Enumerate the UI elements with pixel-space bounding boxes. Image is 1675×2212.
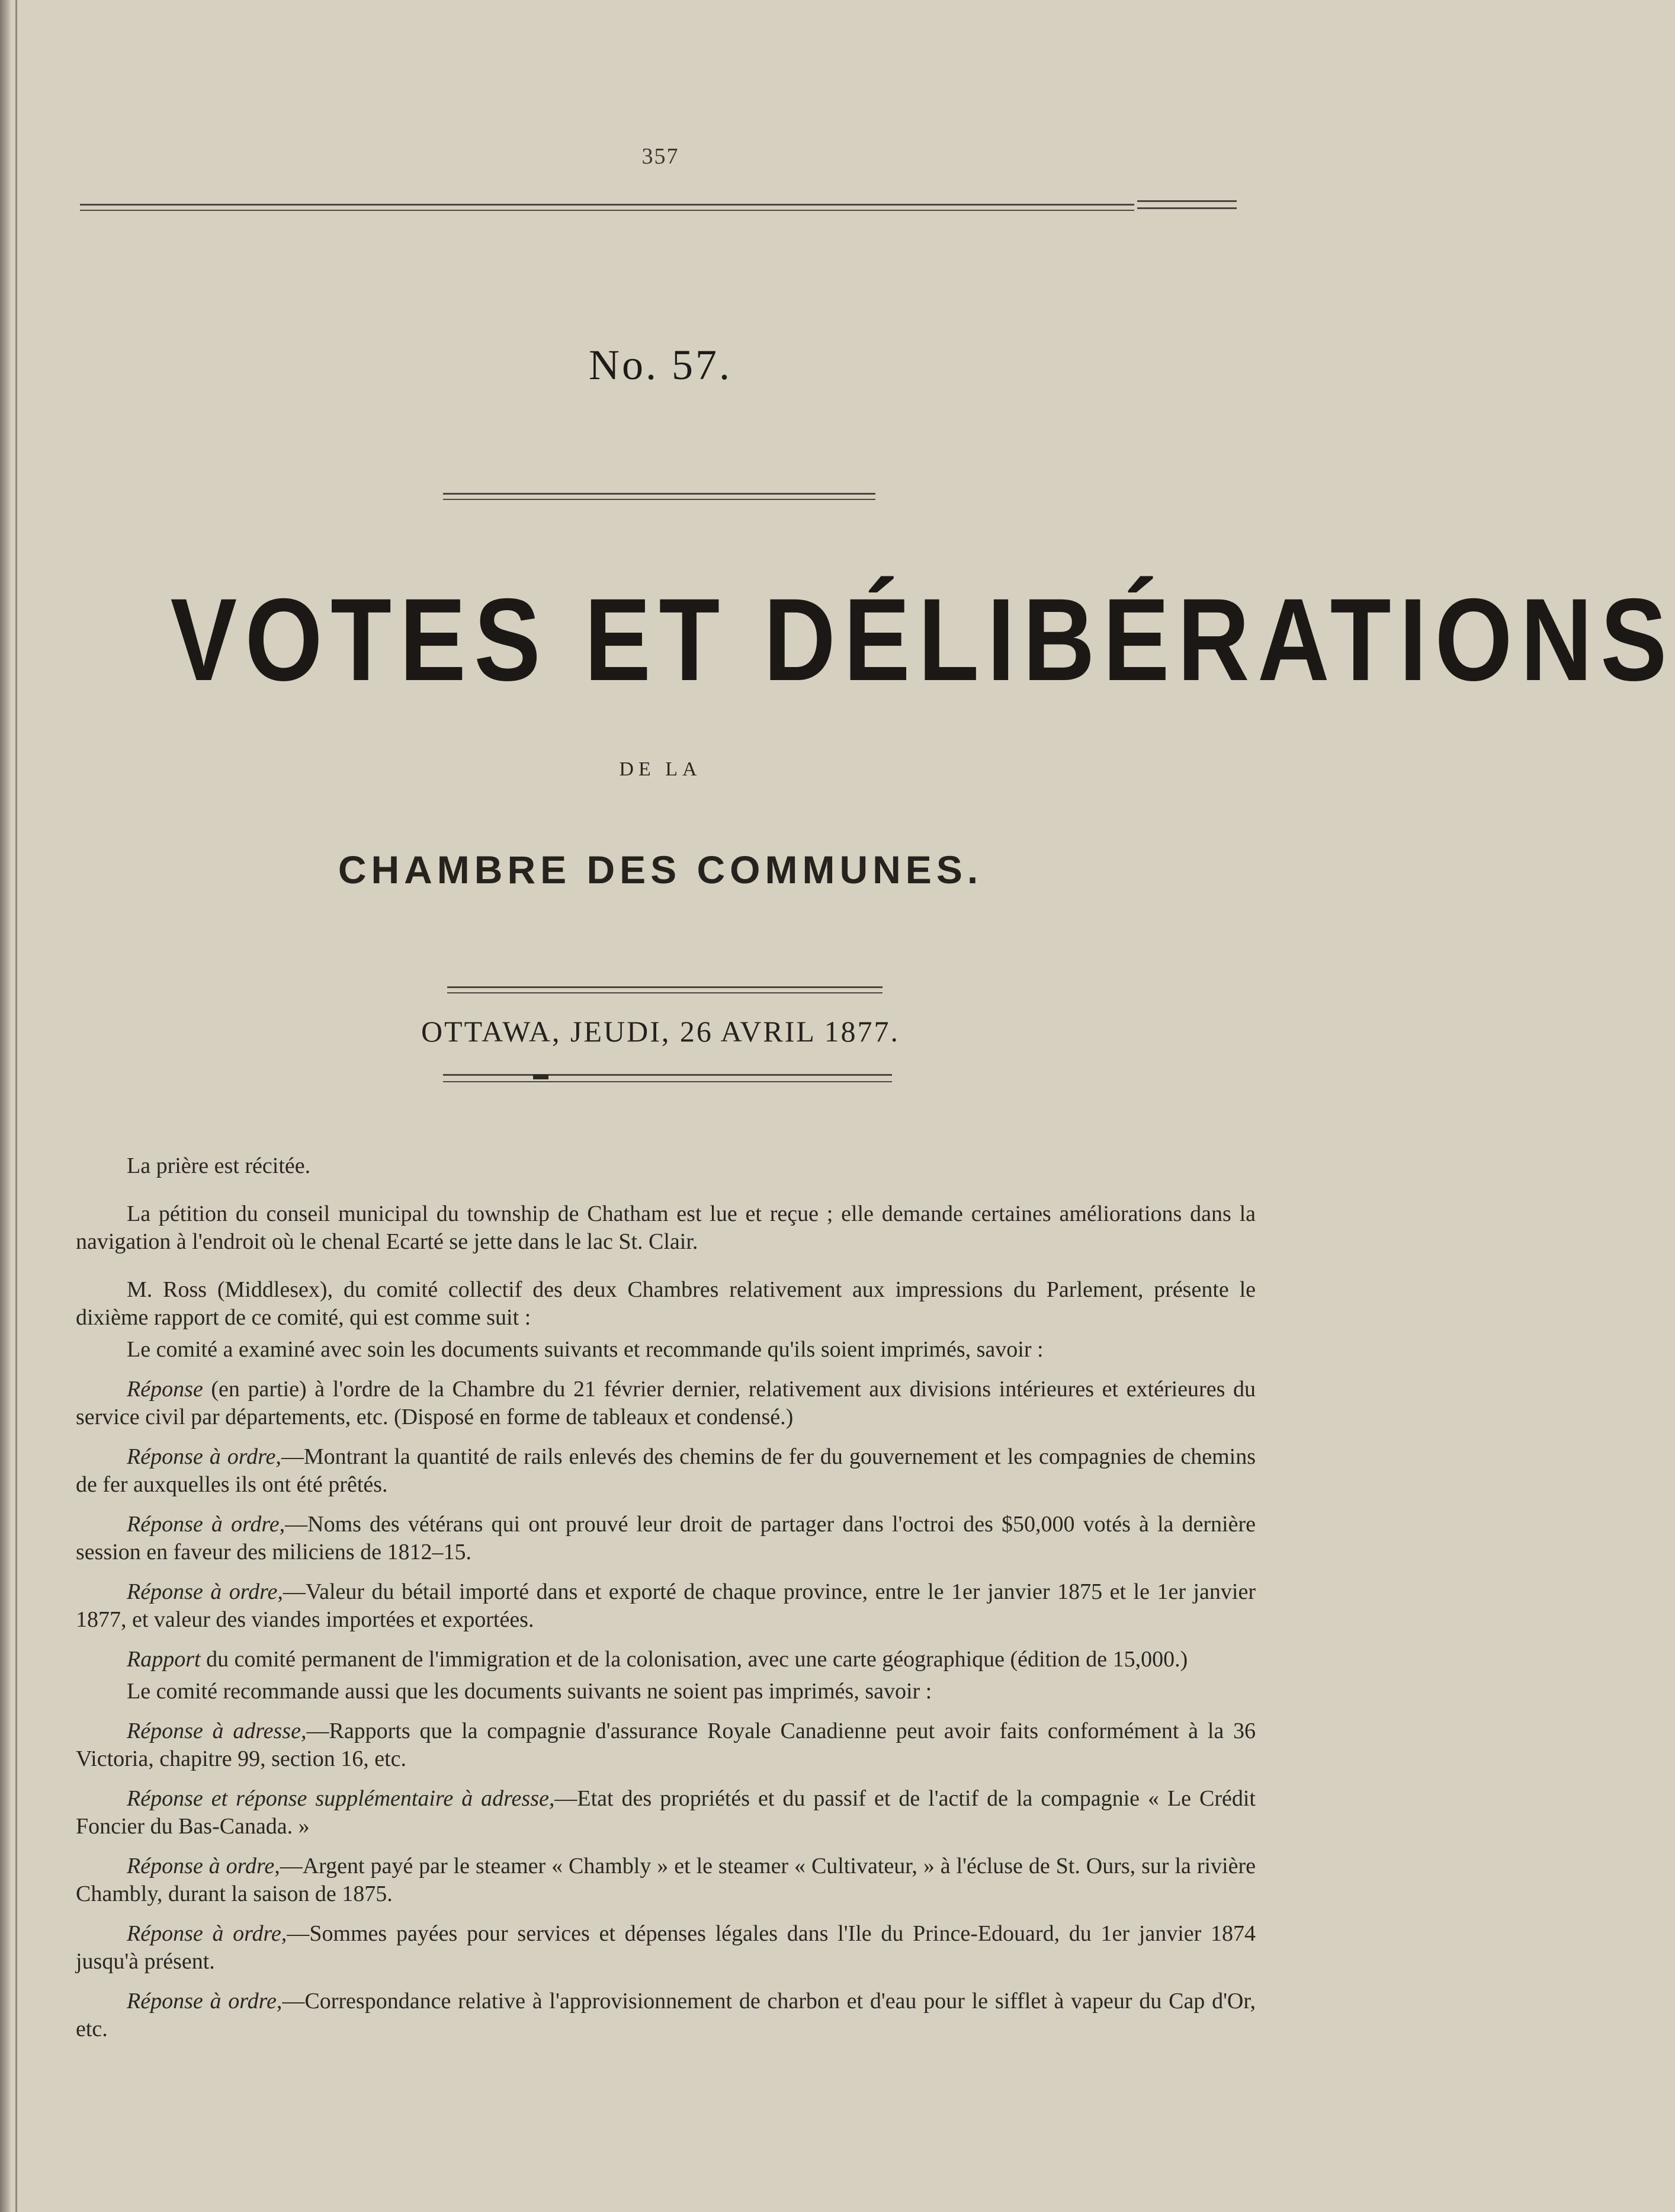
book-binding-edge [0,0,11,2212]
paragraph-lead: Réponse à ordre, [127,1921,287,1946]
rule-ornament [533,1075,548,1079]
paragraph-item [76,1852,1256,1908]
paragraph-lead: Réponse à ordre, [127,1512,285,1537]
page-number: 357 [641,144,679,169]
paragraph-recommend-not-print [76,1678,1256,1706]
paragraph-lead: Réponse à adresse, [127,1719,307,1743]
chamber-name: CHAMBRE DES COMMUNES. [338,848,983,892]
number-rule-bottom [443,499,875,500]
paragraph-text: —Etat des propriétés et du passif et de l'actif de la compagnie « Le Crédit Foncier du Bas-Canada. » [76,1786,1256,1839]
paragraph-lead: Réponse à ordre, [127,1444,281,1469]
paragraph-text: M. Ross (Middlesex), du comité collectif des deux Chambres relativement aux impressions du Parlement, présente le dixième rapport de ce comité, qui est comme suit : [76,1277,1256,1330]
paragraph-committee-report [76,1276,1256,1332]
binding-shadow-line [15,0,17,2212]
paragraph-item [76,1376,1256,1431]
paragraph-text: Le comité recommande aussi que les documents suivants ne soient pas imprimés, savoir : [127,1679,932,1704]
paragraph-text: La prière est récitée. [127,1153,311,1178]
paragraph-text: (en partie) à l'ordre de la Chambre du 21 février dernier, relativement aux divisions intérieures et extérieures du service civil par départements, etc. (Disposé en forme de tableaux et condensé.) [76,1377,1256,1429]
paragraph-item [76,1578,1256,1634]
paragraph-prayer [76,1152,1256,1180]
dateline: OTTAWA, JEUDI, 26 AVRIL 1877. [421,1015,900,1048]
paragraph-item [76,1646,1256,1674]
header-rule-left [80,204,1134,206]
issue-number-heading: No. 57. [589,341,732,389]
paragraph-item [76,1785,1256,1841]
paragraph-text: du comité permanent de l'immigration et de la colonisation, avec une carte géographique (édition de 15,000.) [200,1647,1188,1672]
paragraph-text: —Valeur du bétail importé dans et exporté de chaque province, entre le 1er janvier 1875 et le 1er janvier 1877, et valeur des viandes importées et exportées. [76,1579,1256,1632]
minutes-body [76,1152,1256,2043]
paragraph-item [76,1443,1256,1499]
paragraph-item [76,1511,1256,1566]
paragraph-lead: Réponse à ordre, [127,1854,280,1878]
dateline-rule-top [447,986,883,988]
paragraph-text: La pétition du conseil municipal du township de Chatham est lue et reçue ; elle demande certaines améliorations dans la navigation à l'endroit où le chenal Ecarté se jette dans le lac St. Clair. [76,1201,1256,1254]
paragraph-text: —Montrant la quantité de rails enlevés des chemins de fer du gouvernement et les compagnies de chemins de fer auxquelles ils ont été prêtés. [76,1444,1256,1497]
dateline-rule-top-double [447,992,883,993]
paragraph-item [76,1987,1256,2043]
dateline-rule-bottom-double [443,1081,892,1082]
paragraph-lead: Réponse [127,1377,203,1402]
paragraph-text: —Correspondance relative à l'approvisionnement de charbon et d'eau pour le sifflet à vapeur du Cap d'Or, etc. [76,1989,1256,2041]
paragraph-lead: Réponse à ordre, [127,1579,283,1604]
header-rule-left-double [80,210,1134,211]
subtitle-de-la: DE LA [619,758,702,780]
paragraph-lead: Rapport [127,1647,201,1672]
paragraph-text: —Rapports que la compagnie d'assurance Royale Canadienne peut avoir faits conformément à la 36 Victoria, chapitre 99, section 16, etc. [76,1719,1256,1771]
paragraph-lead: Réponse et réponse supplémentaire à adresse, [127,1786,555,1811]
dateline-rule-bottom [443,1074,892,1076]
paragraph-lead: Réponse à ordre, [127,1989,283,2014]
paragraph-text: Le comité a examiné avec soin les documents suivants et recommande qu'ils soient imprimés, savoir : [127,1337,1044,1362]
paragraph-recommend-print [76,1336,1256,1364]
header-rule-right-double [1137,207,1237,209]
paragraph-petition [76,1200,1256,1256]
paragraph-text: —Noms des vétérans qui ont prouvé leur droit de partager dans l'octroi des $50,000 votés à la dernière session en faveur des miliciens de 1812–15. [76,1512,1256,1565]
paragraph-text: —Sommes payées pour services et dépenses légales dans l'Ile du Prince-Edouard, du 1er janvier 1874 jusqu'à présent. [76,1921,1256,1974]
number-rule-top [443,493,875,495]
paragraph-item [76,1920,1256,1976]
main-title: VOTES ET DÉLIBÉRATIONS [170,574,1675,705]
paragraph-text: —Argent payé par le steamer « Chambly » et le steamer « Cultivateur, » à l'écluse de St. Ours, sur la rivière Chambly, durant la saison de 1875. [76,1854,1256,1906]
header-rule-right [1137,200,1237,202]
paragraph-item [76,1717,1256,1773]
